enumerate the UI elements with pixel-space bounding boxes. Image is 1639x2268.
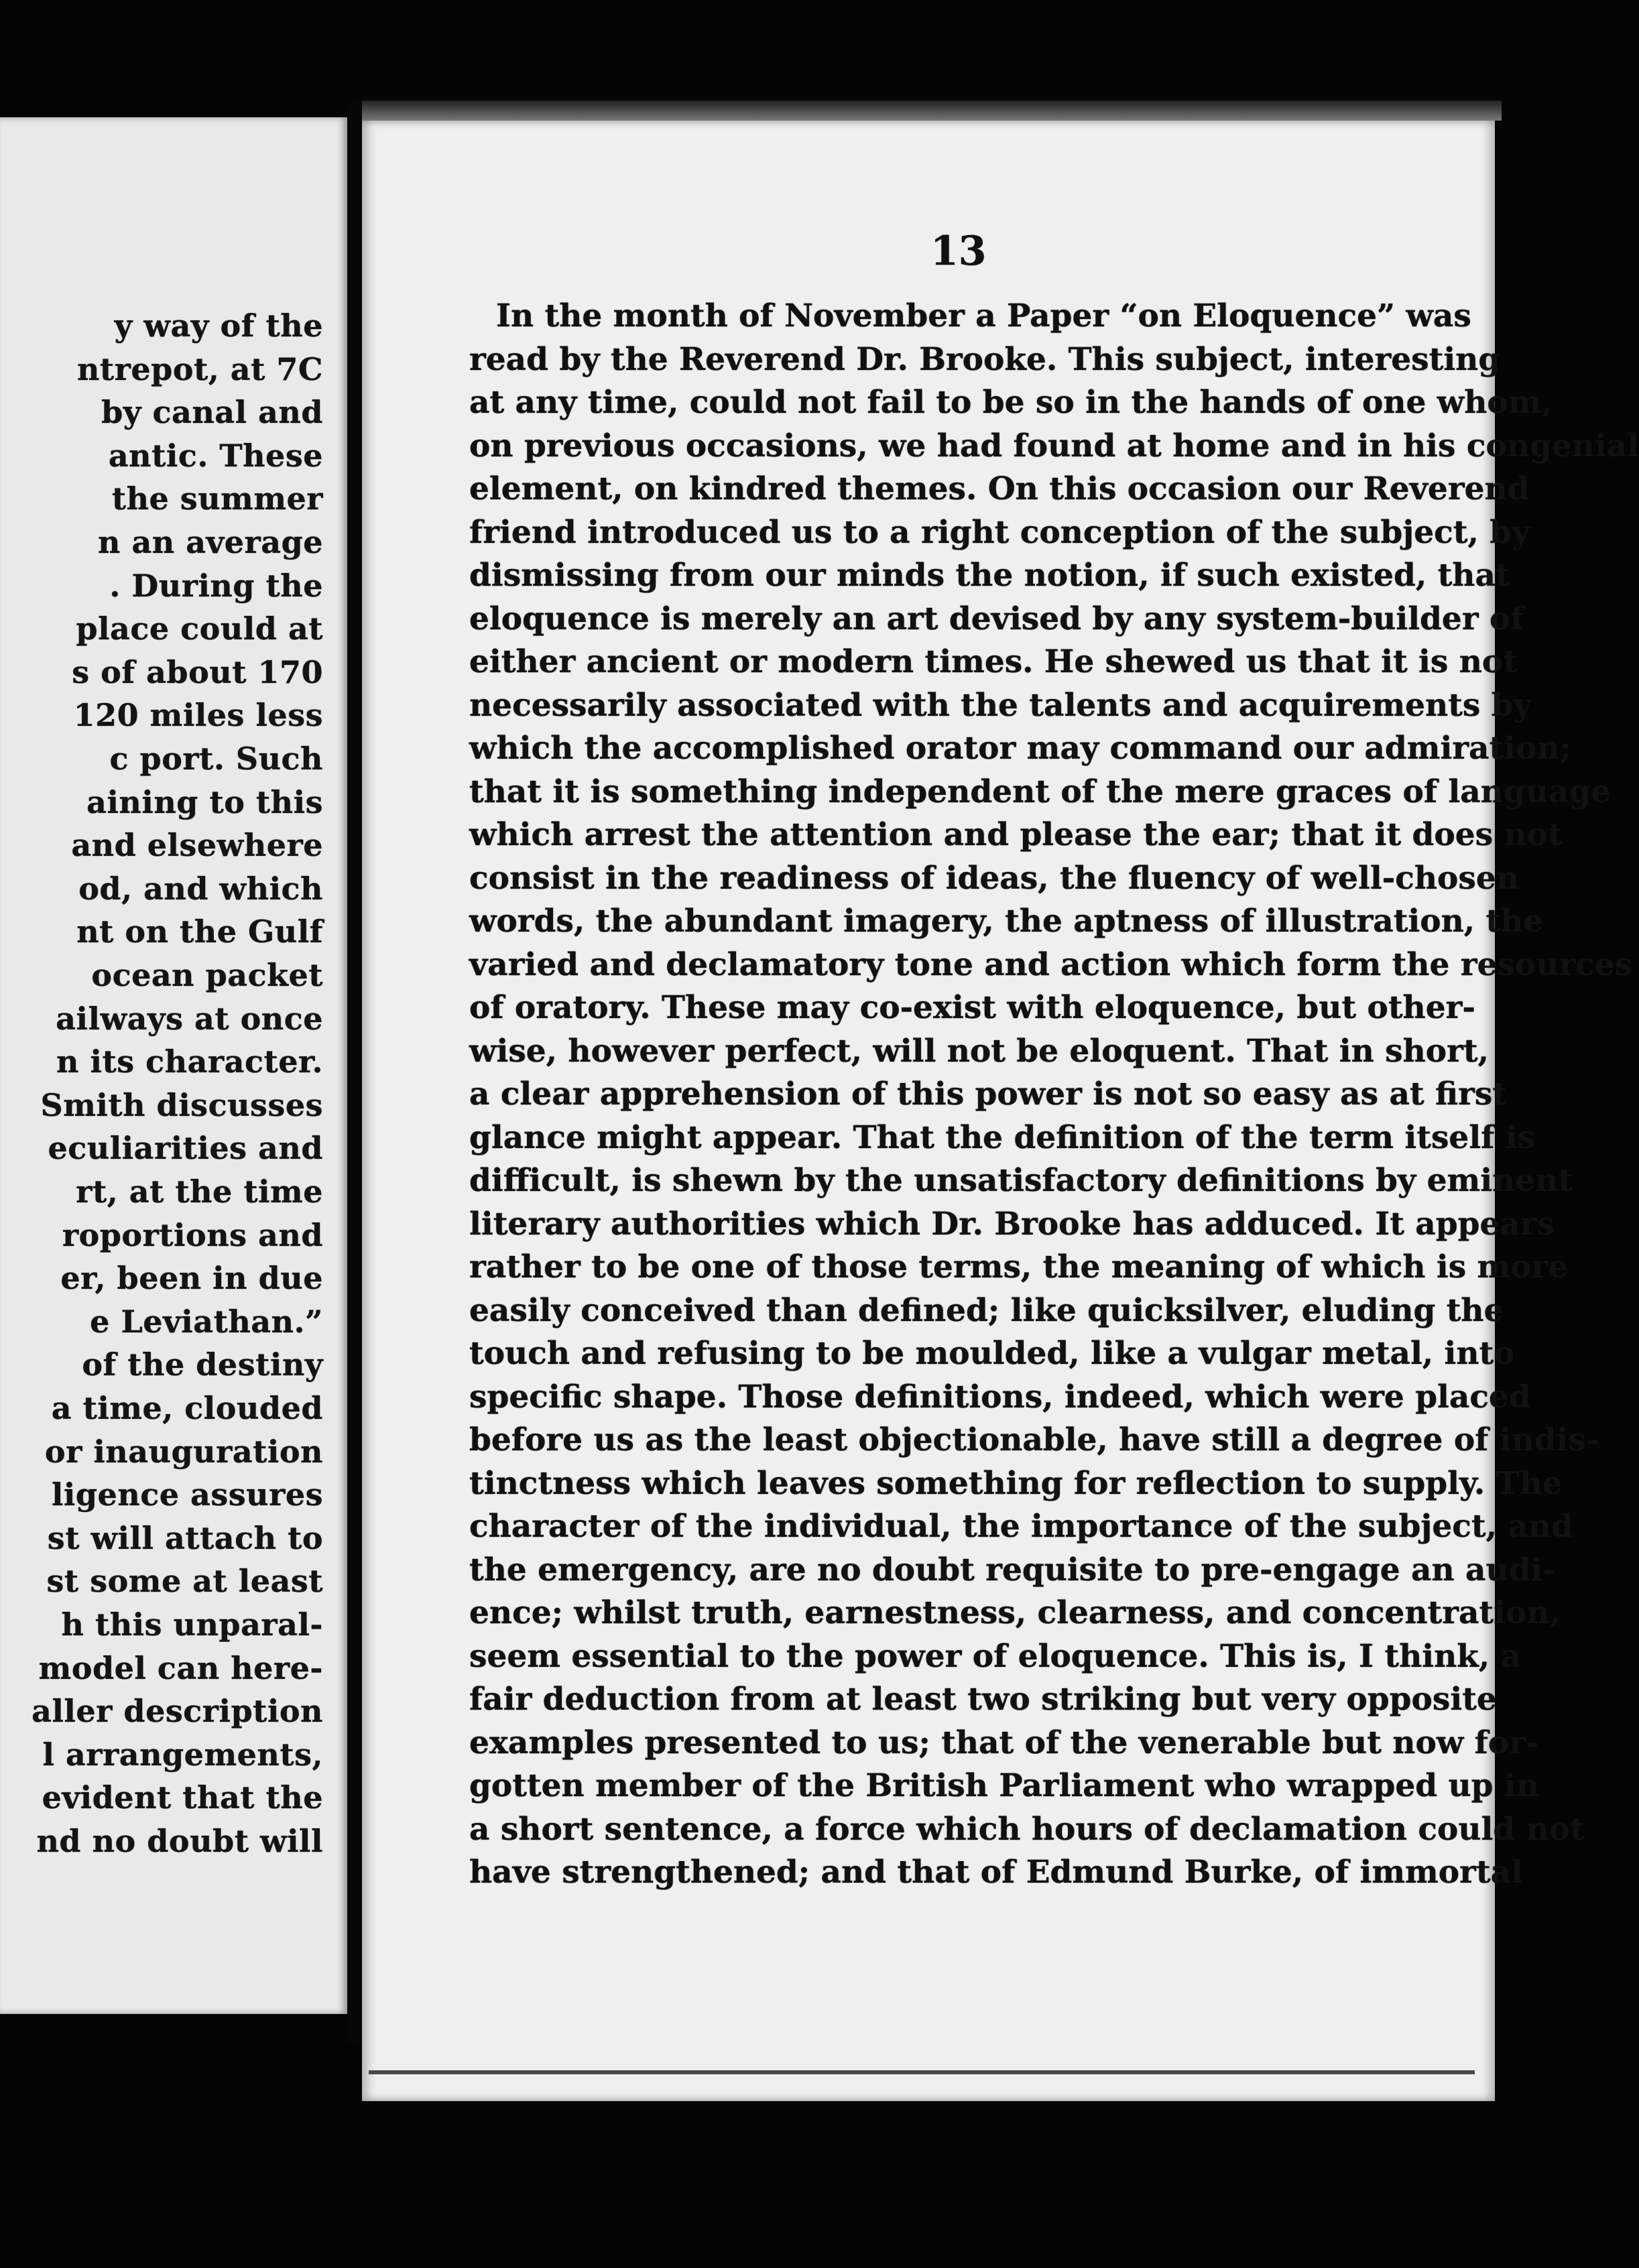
body-line: varied and declamatory tone and action which form the resources xyxy=(469,946,1633,983)
page-top-edge xyxy=(362,101,1502,121)
body-line: touch and refusing to be moulded, like a vulgar metal, into xyxy=(469,1335,1515,1372)
body-line: character of the individual, the importance of the subject, and xyxy=(469,1508,1573,1545)
left-page-line: aining to this xyxy=(86,783,323,820)
left-page-line: y way of the xyxy=(114,308,323,344)
left-page-line: and elsewhere xyxy=(71,827,323,864)
left-page-line: Smith discusses xyxy=(40,1086,323,1123)
left-page-line: . During the xyxy=(109,567,323,604)
left-page-line: st will attach to xyxy=(47,1519,323,1556)
left-page xyxy=(0,117,347,2014)
left-page-line: model can here- xyxy=(38,1649,323,1686)
left-page-line: nd no doubt will xyxy=(36,1823,323,1859)
left-page-line: of the destiny xyxy=(82,1346,323,1383)
left-page-line: l arrangements, xyxy=(42,1736,323,1773)
left-page-line: place could at xyxy=(76,611,323,647)
left-page-line: roportions and xyxy=(62,1216,323,1253)
body-line: which arrest the attention and please the ear; that it does not xyxy=(469,816,1563,853)
left-page-line: ligence assures xyxy=(51,1476,323,1513)
left-page-line: nt on the Gulf xyxy=(76,914,323,950)
body-line: dismissing from our minds the notion, if such existed, that xyxy=(469,557,1510,594)
left-page-line: aller description xyxy=(32,1693,323,1730)
body-line: glance might appear. That the definition of the term itself is xyxy=(469,1119,1536,1156)
left-page-line: the summer xyxy=(111,481,323,517)
left-page-line: er, been in due xyxy=(60,1260,323,1297)
left-page-line: c port. Such xyxy=(109,741,323,777)
left-page-line: s of about 170 xyxy=(72,653,323,690)
body-line: either ancient or modern times. He shewed us that it is not xyxy=(469,643,1518,680)
left-page-line: by canal and xyxy=(101,394,323,431)
page-number: 13 xyxy=(930,228,987,275)
body-line: read by the Reverend Dr. Brooke. This subject, interesting xyxy=(469,340,1501,378)
body-line: gotten member of the British Parliament who wrapped up in xyxy=(469,1767,1539,1804)
body-line: that it is something independent of the mere graces of language xyxy=(469,773,1612,810)
left-page-line: n its character. xyxy=(56,1044,323,1080)
body-line: In the month of November a Paper “on Eloquence” was xyxy=(496,298,1471,334)
body-line: difficult, is shewn by the unsatisfactory definitions by eminent xyxy=(469,1162,1573,1199)
body-text xyxy=(469,295,1639,1895)
body-line: a short sentence, a force which hours of declamation could not xyxy=(469,1810,1585,1848)
body-line: eloquence is merely an art devised by any system-builder of xyxy=(469,600,1524,637)
body-line: at any time, could not fail to be so in the hands of one whom, xyxy=(469,384,1553,421)
left-page-line: od, and which xyxy=(78,870,323,907)
body-line: ence; whilst truth, earnestness, clearness, and concentration, xyxy=(469,1594,1561,1631)
body-line: a clear apprehension of this power is not so easy as at first xyxy=(469,1076,1508,1113)
body-line: specific shape. Those definitions, indeed, which were placed xyxy=(469,1378,1531,1415)
body-line: wise, however perfect, will not be eloquent. That in short, xyxy=(469,1032,1489,1070)
body-line: on previous occasions, we had found at home and in his congenial xyxy=(469,427,1639,464)
body-line: have strengthened; and that of Edmund Burke, of immortal xyxy=(469,1854,1523,1891)
left-page-line: ntrepot, at 7C xyxy=(76,351,323,387)
left-page-line: or inauguration xyxy=(44,1433,323,1470)
body-line: the emergency, are no doubt requisite to pre-engage an audi- xyxy=(469,1551,1556,1588)
body-line: of oratory. These may co-exist with eloquence, but other- xyxy=(469,989,1475,1026)
body-line: which the accomplished orator may command our admiration; xyxy=(469,730,1571,767)
body-line: fair deduction from at least two striking but very opposite xyxy=(469,1681,1497,1718)
body-line: friend introduced us to a right conception of the subject, by xyxy=(469,513,1530,551)
left-page-line: n an average xyxy=(98,524,323,560)
body-line: necessarily associated with the talents and acquirements by xyxy=(469,686,1532,724)
body-line: easily conceived than defined; like quicksilver, eluding the xyxy=(469,1292,1504,1329)
left-page-line: a time, clouded xyxy=(51,1390,323,1426)
left-page-line: antic. These xyxy=(108,437,323,474)
left-page-line: eculiarities and xyxy=(48,1130,323,1167)
body-line: literary authorities which Dr. Brooke has adduced. It appears xyxy=(469,1205,1555,1243)
left-page-line: rt, at the time xyxy=(76,1174,323,1210)
left-page-line: 120 miles less xyxy=(73,697,323,734)
left-page-line: h this unparal- xyxy=(61,1606,323,1643)
body-line: seem essential to the power of eloquence. This is, I think, a xyxy=(469,1637,1522,1675)
page-bottom-edge xyxy=(369,2070,1475,2074)
left-page-line: ocean packet xyxy=(91,957,323,993)
left-page-line: st some at least xyxy=(46,1563,323,1600)
left-page-line: e Leviathan.” xyxy=(90,1303,323,1340)
book-gutter xyxy=(347,101,362,2044)
body-line: before us as the least objectionable, have still a degree of indis- xyxy=(469,1422,1599,1458)
body-line: tinctness which leaves something for reflection to supply. The xyxy=(469,1464,1563,1502)
body-line: element, on kindred themes. On this occasion our Reverend xyxy=(469,470,1530,507)
body-line: words, the abundant imagery, the aptness of illustration, the xyxy=(469,903,1544,940)
body-line: consist in the readiness of ideas, the fluency of well-chosen xyxy=(469,859,1519,897)
left-page-line: ailways at once xyxy=(56,1000,323,1037)
body-line: examples presented to us; that of the venerable but now for- xyxy=(469,1724,1539,1761)
body-line: rather to be one of those terms, the meaning of which is more xyxy=(469,1249,1569,1285)
left-page-line: evident that the xyxy=(42,1779,323,1816)
